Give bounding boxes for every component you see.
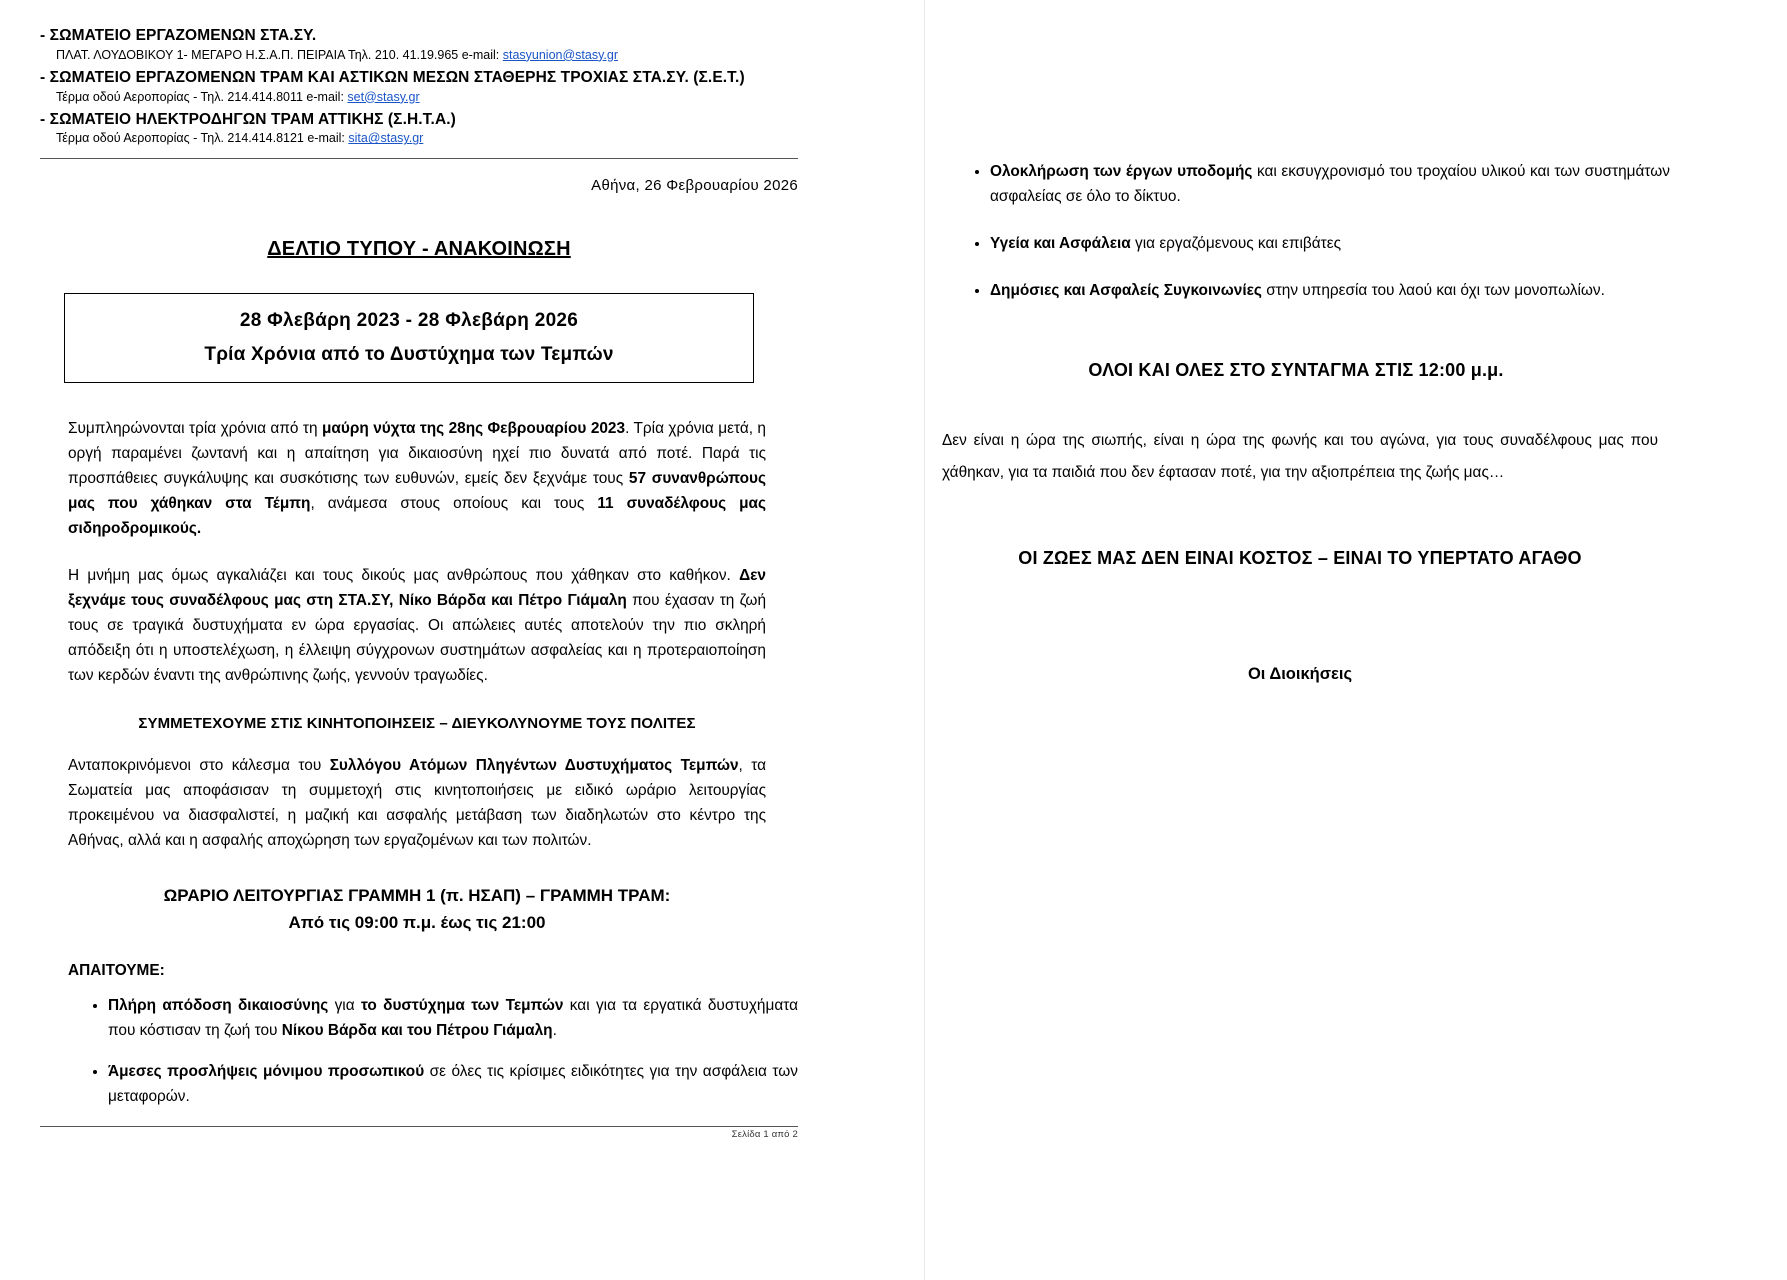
list-item: • Υγεία και Ασφάλεια για εργαζόμενους και επιβάτες	[990, 232, 1670, 257]
organization-address-3: Τέρμα οδού Αεροπορίας - Τηλ. 214.414.8121 e-mail:	[56, 131, 349, 146]
organization-address-1: ΠΛΑΤ. ΛΟΥΔΟΒΙΚΟΥ 1- ΜΕΓΑΡΟ Η.Σ.Α.Π. ΠΕΙΡΑΙΑ Τηλ. 210. 41.19.965 e-mail:	[56, 47, 503, 62]
list-item: • Άμεσες προσλήψεις μόνιμου προσωπικού σε όλες τις κρίσιμες ειδικότητες για την ασφάλεια των μεταφορών.	[108, 1060, 798, 1110]
list-item: • Πλήρη απόδοση δικαιοσύνης για το δυστύχημα των Τεμπών και για τα εργατικά δυστυχήματα που κόστισαν τη ζωή του Νίκου Βάρδα και του Πέτρου Γιάμαλη.	[108, 994, 798, 1044]
list-item: • Δημόσιες και Ασφαλείς Συγκοινωνίες στην υπηρεσία του λαού και όχι των μονοπωλίων.	[990, 279, 1670, 304]
organization-contact-1	[56, 47, 889, 63]
organization-contact-2	[56, 89, 889, 105]
letterhead	[40, 0, 889, 159]
paragraph-1: Συμπληρώνονται τρία χρόνια από τη μαύρη νύχτα της 28ης Φεβρουαρίου 2023. Τρία χρόνια μετά, η οργή παραμένει ζωντανή και η απαίτηση για δικαιοσύνη ηχεί πιο δυνατά από ποτέ. Παρά τις προσπάθειες συγκάλυψης και συσκότισης των ευθυνών, εμείς δεν ξεχνάμε τους 57 συνανθρώπους μας που χάθηκαν στα Τέμπη, ανάμεσα στους οποίους και τους 11 συναδέλφους μας σιδηροδρομικούς.	[68, 420, 767, 538]
header-divider	[40, 158, 798, 159]
callout-subtitle: Τρία Χρόνια από το Δυστύχημα των Τεμπών	[204, 344, 614, 366]
schedule-line-1: ΩΡΑΡΙΟ ΛΕΙΤΟΥΡΓΙΑΣ ΓΡΑΜΜΗ 1 (π. ΗΣΑΠ) – ΓΡΑΜΜΗ ΤΡΑΜ:	[163, 885, 671, 905]
organization-name-2: - ΣΩΜΑΤΕΙΟ ΕΡΓΑΖΟΜΕΝΩΝ ΤΡΑΜ ΚΑΙ ΑΣΤΙΚΩΝ ΜΕΣΩΝ ΣΤΑΘΕΡΗΣ ΤΡΟΧΙΑΣ ΣΤΑ.ΣΥ. (Σ.Ε.Τ.)	[40, 68, 745, 86]
email-link-2[interactable]: set@stasy.gr	[347, 89, 420, 104]
anniversary-callout-box	[64, 293, 754, 383]
rally-call-heading: ΟΛΟΙ ΚΑΙ ΟΛΕΣ ΣΤΟ ΣΥΝΤΑΓΜΑ ΣΤΙΣ 12:00 μ.μ.	[1088, 359, 1504, 380]
paragraph-3: Ανταποκρινόμενοι στο κάλεσμα του Συλλόγου Ατόμων Πληγέντων Δυστυχήματος Τεμπών, τα Σωματεία μας αποφάσισαν τη συμμετοχή στις κινητοποιήσεις με ειδικό ωράριο λειτουργίας προκειμένου να διασφαλιστεί, η μαζική και ασφαλής μετάβαση των διαδηλωτών στο κέντρο της Αθήνας, αλλά και η ασφαλής αποχώρηση των εργαζομένων και των πολιτών.	[68, 757, 766, 849]
footer-divider	[40, 1126, 798, 1127]
subheading-participation: ΣΥΜΜΕΤΕΧΟΥΜΕ ΣΤΙΣ ΚΙΝΗΤΟΠΟΙΗΣΕΙΣ – ΔΙΕΥΚΟΛΥΝΟΥΜΕ ΤΟΥΣ ΠΟΛΙΤΕΣ	[138, 715, 696, 733]
organization-name-1: - ΣΩΜΑΤΕΙΟ ΕΡΓΑΖΟΜΕΝΩΝ ΣΤΑ.ΣΥ.	[40, 27, 317, 44]
demands-heading: ΑΠΑΙΤΟΥΜΕ:	[68, 962, 165, 980]
demands-list-right	[956, 160, 1670, 304]
demands-list-left	[76, 994, 798, 1110]
list-item: • Ολοκλήρωση των έργων υποδομής και εκσυγχρονισμό του τροχαίου υλικού και των συστημάτων ασφαλείας σε όλο το δίκτυο.	[990, 160, 1670, 210]
schedule-line-2: Από τις 09:00 π.μ. έως τις 21:00	[288, 913, 546, 933]
organization-address-2: Τέρμα οδού Αεροπορίας - Τηλ. 214.414.8011 e-mail:	[56, 89, 348, 104]
organization-contact-3	[56, 130, 889, 146]
date-line: Αθήνα, 26 Φεβρουαρίου 2026	[591, 177, 798, 195]
email-link-1[interactable]: stasyunion@stasy.gr	[502, 47, 619, 62]
page-column-right	[926, 0, 1787, 1280]
page-number: Σελίδα 1 από 2	[731, 1129, 798, 1141]
email-link-3[interactable]: sita@stasy.gr	[348, 131, 424, 146]
organization-name-3: - ΣΩΜΑΤΕΙΟ ΗΛΕΚΤΡΟΔΗΓΩΝ ΤΡΑΜ ΑΤΤΙΚΗΣ (Σ.Η.Τ.Α.)	[40, 110, 456, 128]
closing-paragraph: Δεν είναι η ώρα της σιωπής, είναι η ώρα της φωνής και του αγώνα, για τους συναδέλφους μας που χάθηκαν, για τα παιδιά που δεν έφτασαν ποτέ, για την αξιοπρέπεια της ζωής μας…	[942, 431, 1658, 482]
paragraph-2: Η μνήμη μας όμως αγκαλιάζει και τους δικούς μας ανθρώπους που χάθηκαν στο καθήκον. Δεν ξεχνάμε τους συναδέλφους μας στη ΣΤΑ.ΣΥ, Νίκο Βάρδα και Πέτρο Γιάμαλη που έχασαν τη ζωή τους σε τραγικά δυστυχήματα εν ώρα εργασίας. Οι απώλειες αυτές αποτελούν την πιο σκληρή απόδειξη ότι η υποστελέχωση, η έλλειψη σύγχρονων συστημάτων ασφαλείας και η προτεραιοποίηση των κερδών έναντι της ανθρώπινης ζωής, γεννούν τραγωδίες.	[68, 567, 767, 685]
page-title: ΔΕΛΤΙΟ ΤΥΠΟΥ - ΑΝΑΚΟΙΝΩΣΗ	[267, 238, 571, 261]
signature-line: Οι Διοικήσεις	[1247, 664, 1353, 683]
slogan-heading: ΟΙ ΖΩΕΣ ΜΑΣ ΔΕΝ ΕΙΝΑΙ ΚΟΣΤΟΣ – ΕΙΝΑΙ ΤΟ ΥΠΕΡΤΑΤΟ ΑΓΑΘΟ	[1018, 547, 1582, 568]
callout-dates: 28 Φλεβάρη 2023 - 28 Φλεβάρη 2026	[239, 310, 579, 332]
service-schedule	[68, 882, 766, 936]
